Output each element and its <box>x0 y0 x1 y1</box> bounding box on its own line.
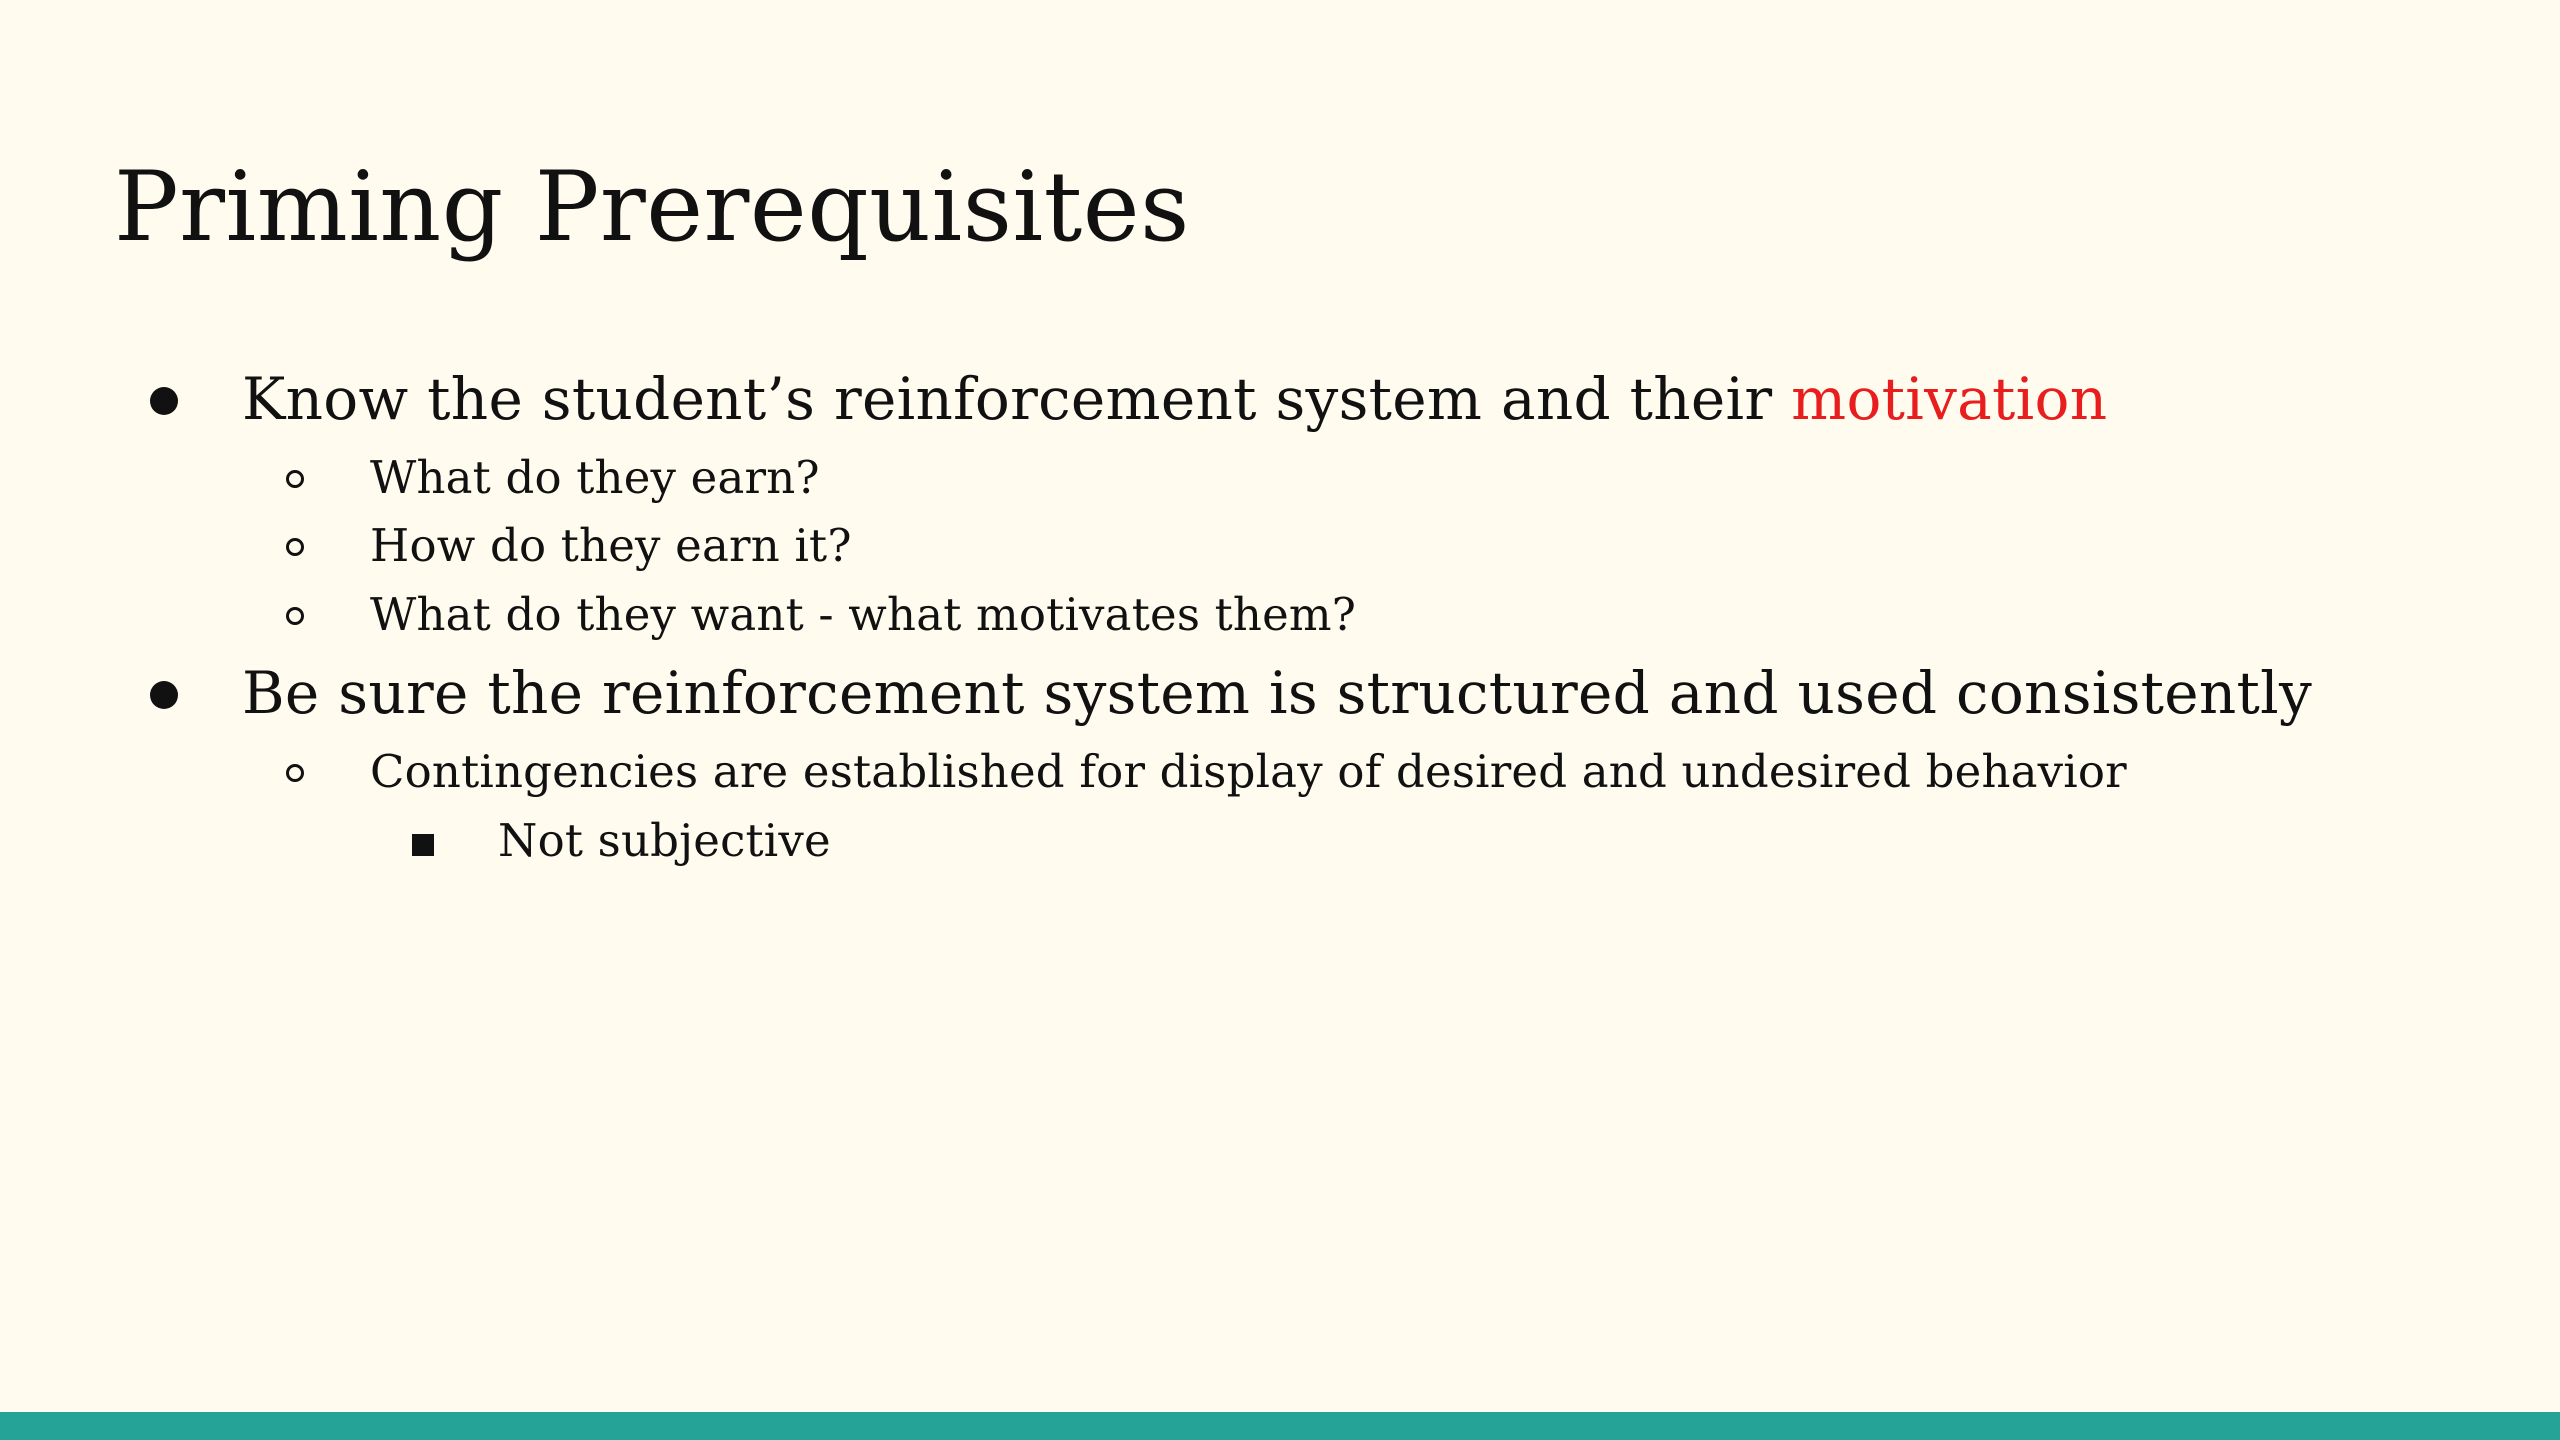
sub-bullet-1-3: What do they want - what motivates them? <box>370 588 1357 641</box>
bullet-1-highlight-word: motivation <box>1791 365 2108 433</box>
slide-title: Priming Prerequisites <box>114 151 1190 263</box>
sub-bullet-1-1: What do they earn? <box>370 451 820 504</box>
bullet-circle-icon <box>286 607 304 625</box>
sub-bullet-2-1: Contingencies are established for display of desired and undesired behavior <box>370 745 2127 798</box>
bullet-circle-icon <box>286 470 304 488</box>
bullet-2-text: Be sure the reinforcement system is structured and used consistently <box>242 659 2313 727</box>
bullet-disc-icon <box>150 681 178 709</box>
bullet-1-text-main: Know the student’s reinforcement system and their <box>242 365 1792 433</box>
footer-accent-bar <box>0 1412 2560 1440</box>
bullet-1-text <box>242 365 2108 433</box>
bullet-circle-icon <box>286 764 304 782</box>
bullet-disc-icon <box>150 387 178 415</box>
sub-sub-bullet-2-1-1: Not subjective <box>498 814 831 867</box>
bullet-square-icon <box>412 834 434 856</box>
sub-bullet-1-2: How do they earn it? <box>370 519 852 572</box>
bullet-circle-icon <box>286 538 304 556</box>
